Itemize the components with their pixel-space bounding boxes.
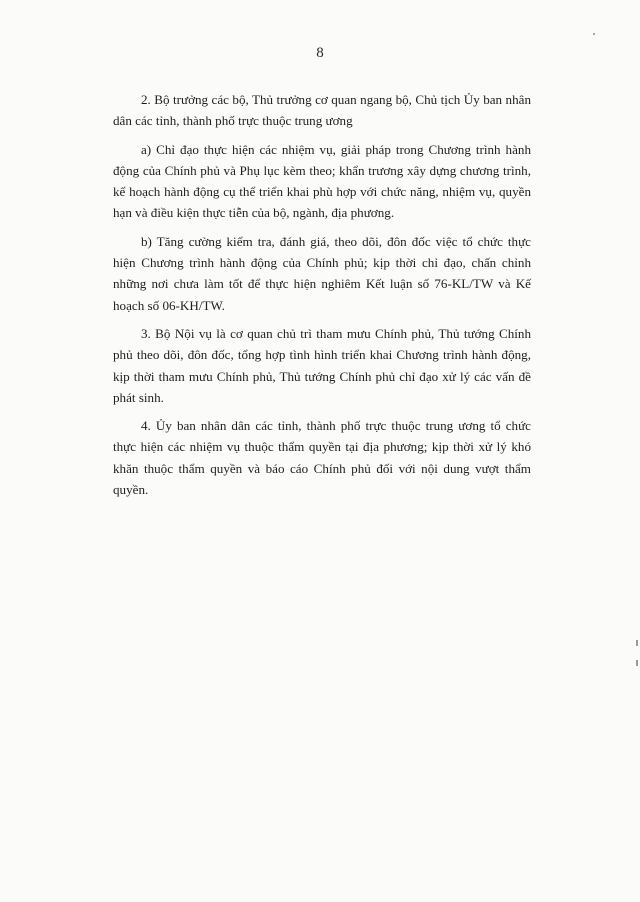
document-body [113, 89, 531, 507]
paragraph-section-4: 4. Ủy ban nhân dân các tỉnh, thành phố trực thuộc trung ương tổ chức thực hiện các nhiệm vụ thuộc thẩm quyền tại địa phương; kịp thời xử lý khó khăn thuộc thẩm quyền và báo cáo Chính phủ đối với nội dung vượt thẩm quyền. [113, 418, 531, 498]
scan-speck [593, 33, 595, 35]
page-number: 8 [316, 45, 324, 61]
paragraph-section-3: 3. Bộ Nội vụ là cơ quan chủ trì tham mưu Chính phủ, Thủ tướng Chính phủ theo dõi, đôn đốc, tổng hợp tình hình triển khai Chương trình hành động, kịp thời tham mưu Chính phủ, Thủ tướng Chính phủ chỉ đạo xử lý các vấn đề phát sinh. [113, 325, 531, 405]
paragraph-section-2a: a) Chỉ đạo thực hiện các nhiệm vụ, giải pháp trong Chương trình hành động của Chính phủ và Phụ lục kèm theo; khẩn trương xây dựng chương trình, kế hoạch hành động cụ thể triển khai phù hợp với chức năng, nhiệm vụ, quyền hạn và điều kiện thực tiễn của bộ, ngành, địa phương. [113, 141, 531, 221]
scan-edge-mark [636, 660, 638, 666]
paragraph-section-2b: b) Tăng cường kiểm tra, đánh giá, theo dõi, đôn đốc việc tổ chức thực hiện Chương trình hành động của Chính phủ; kịp thời chỉ đạo, chấn chỉnh những nơi chưa làm tốt để thực hiện nghiêm Kết luận số 76-KL/TW và Kế hoạch số 06-KH/TW. [113, 233, 531, 313]
scan-edge-mark [636, 640, 638, 646]
paragraph-section-2: 2. Bộ trưởng các bộ, Thủ trưởng cơ quan ngang bộ, Chủ tịch Ủy ban nhân dân các tỉnh, thành phố trực thuộc trung ương [113, 92, 531, 129]
